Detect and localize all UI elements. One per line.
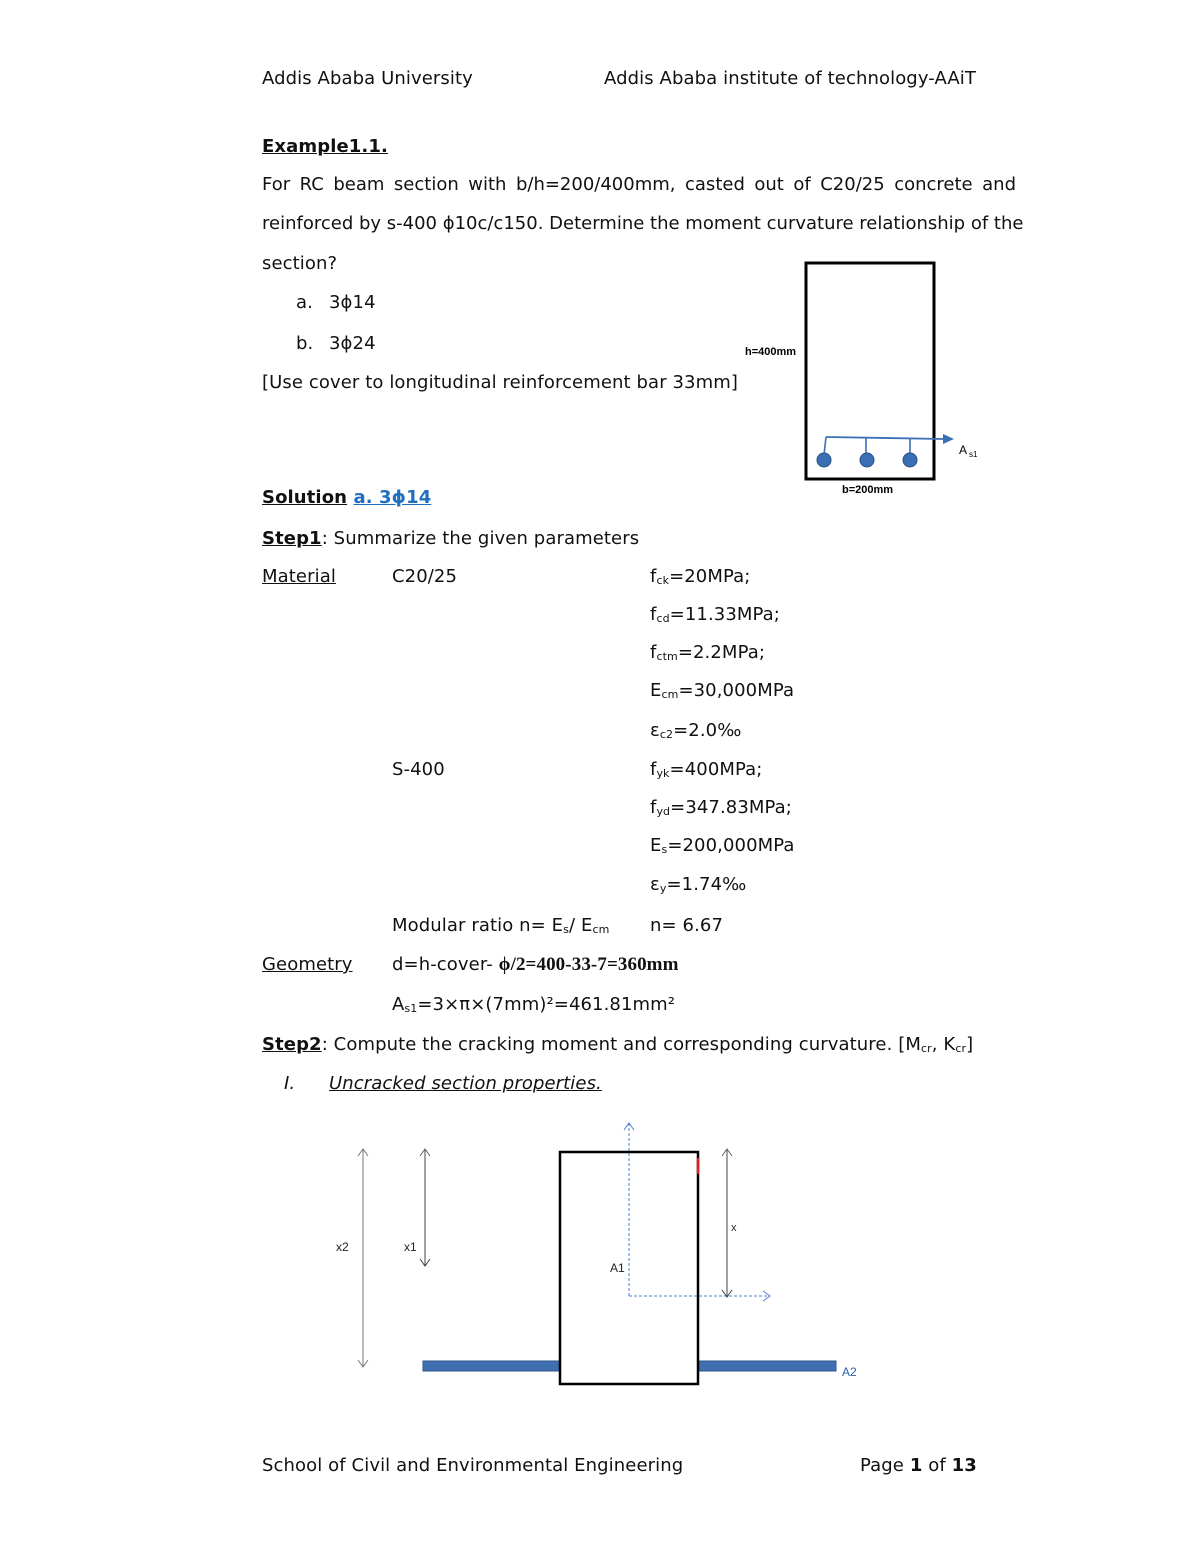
problem-line-1: For RC beam section with b/h=200/400mm, casted out of C20/25 concrete and [262,174,1016,195]
step1-line: Step1: Summarize the given parameters [262,528,640,549]
problem-line-2: reinforced by s-400 ϕ10c/c150. Determine the moment curvature relationship of the [262,213,1024,234]
bar-tie-1 [824,437,826,455]
item-b-marker: b. [296,333,314,354]
x1-label: x1 [404,1240,417,1254]
steel-class: S-400 [392,759,445,780]
steel-area: $A_{s1}=3\times\pi\times(7mm)^2=461.81mm^2$ [392,994,676,1015]
header-university: Addis Ababa University [262,68,473,89]
item-a-text: 3ϕ14 [329,292,376,313]
header-institute: Addis Ababa institute of technology-AAiT [604,68,976,89]
item-b-text: 3ϕ24 [329,333,376,354]
modular-ratio-value: n= 6.67 [650,915,723,936]
section-item-number: I. [284,1073,296,1094]
param-fyk: $f_{yk}=400MPa$; [650,759,763,780]
x-label: x [731,1222,737,1234]
a2-bar-right [698,1361,836,1371]
rebar-1 [817,453,831,467]
solution-heading: Solution a. 3ϕ14 [262,487,432,508]
rebar-3 [903,453,917,467]
rebar-2 [860,453,874,467]
param-ec2: $\varepsilon_{c2}=2.0‰$ [650,720,742,741]
as-arrow-line [826,437,944,439]
effective-depth: d=h-cover- ϕ/2=400-33-7=360mm [392,954,679,975]
modular-ratio-formula: Modular ratio $n= E_s/$ $E_{cm}$ [392,915,610,936]
uncracked-section-figure [320,1110,880,1400]
param-fctm: $f_{ctm}=2.2MPa$; [650,642,766,663]
a1-label: A1 [610,1261,625,1275]
as-label: A $_{s1}$ [959,443,978,459]
item-a-marker: a. [296,292,313,313]
footer-page-number: Page 1 of 13 [860,1455,977,1476]
x2-label: x2 [336,1240,349,1254]
geometry-label: Geometry [262,954,353,975]
example-title: Example1.1. [262,136,388,157]
a2-label: A2 [842,1365,857,1379]
footer-school: School of Civil and Environmental Engineering [262,1455,684,1476]
b-label: b=200mm [842,484,894,496]
material-label: Material [262,566,336,587]
param-ecm: $E_{cm}=30,000MPa$ [650,680,795,701]
param-es: $E_s=200,000MPa$ [650,835,795,856]
a2-bar-left [423,1361,560,1371]
section-item-title: Uncracked section properties. [329,1073,602,1094]
problem-line-3: section? [262,253,338,274]
h-label: h=400mm [745,346,797,358]
step2-line: Step2: Compute the cracking moment and corresponding curvature. [$M_{cr}$, $K_{cr}$] [262,1034,974,1055]
param-ey: $\varepsilon_y=1.74‰$ [650,874,747,895]
param-fyd: $f_{yd}=347.83MPa$; [650,797,792,818]
as-arrow-head [943,434,954,444]
cover-note: [Use cover to longitudinal reinforcement bar 33mm] [262,372,739,393]
concrete-class: C20/25 [392,566,458,587]
param-fck: $f_{ck}=20MPa$; [650,566,751,587]
beam-section-figure [740,255,990,500]
param-fcd: $f_{cd}=11.33MPa$; [650,604,780,625]
